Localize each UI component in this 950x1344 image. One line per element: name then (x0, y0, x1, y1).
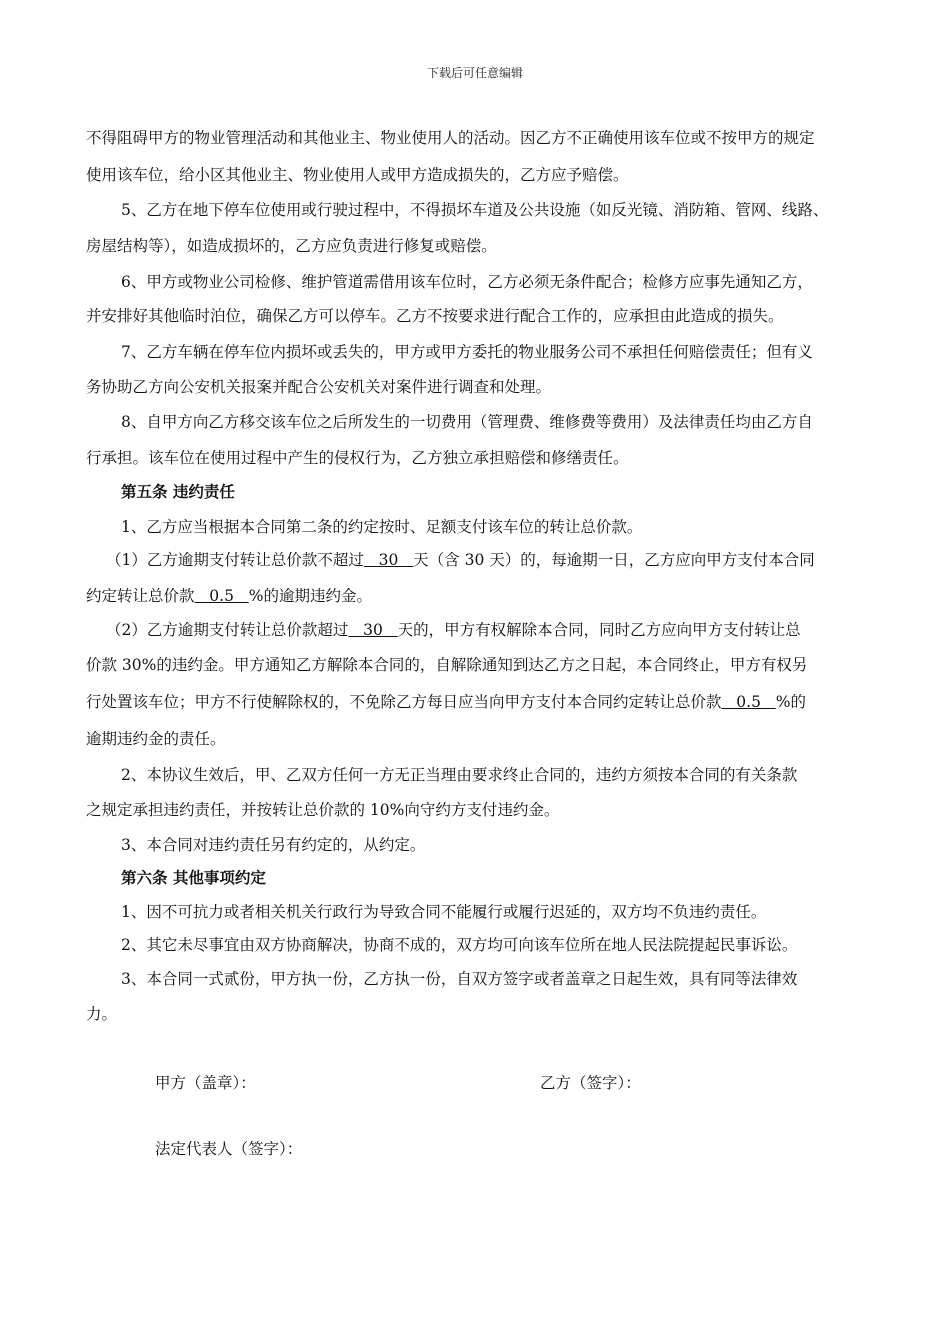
rate-value: 0.5 (721, 693, 776, 711)
text-segment: 行处置该车位；甲方不行使解除权的，不免除乙方每日应当向甲方支付本合同约定转让总价款 (86, 693, 722, 711)
text-line: 3、本合同对违约责任另有约定的，从约定。 (121, 836, 426, 854)
text-line (106, 550, 815, 570)
text-line (106, 620, 801, 640)
party-a-signature-label: 甲方（盖章）： (155, 1074, 256, 1092)
text-line: 行承担。该车位在使用过程中产生的侵权行为，乙方独立承担赔偿和修缮责任。 (86, 449, 629, 467)
text-line: 不得阻碍甲方的物业管理活动和其他业主、物业使用人的活动。因乙方不正确使用该车位或不按甲方的规定 (86, 129, 815, 147)
text-line: 逾期违约金的责任。 (86, 730, 226, 748)
text-line: 价款 30%的违约金。甲方通知乙方解除本合同的，自解除通知到达乙方之日起，本合同终止，甲方有权另 (86, 656, 808, 674)
text-segment: （2）乙方逾期支付转让总价款超过 (106, 621, 349, 639)
text-line (86, 586, 372, 606)
text-line: 8、自甲方向乙方移交该车位之后所发生的一切费用（管理费、维修费等费用）及法律责任均由乙方自 (121, 413, 813, 431)
days-value: 30 (348, 621, 398, 639)
text-line: 2、本协议生效后，甲、乙双方任何一方无正当理由要求终止合同的，违约方须按本合同的有关条款 (121, 766, 798, 784)
text-line: 7、乙方车辆在停车位内损坏或丢失的，甲方或甲方委托的物业服务公司不承担任何赔偿责任；但有义 (121, 343, 813, 361)
page-header: 下载后可任意编辑 (426, 66, 523, 80)
text-line: 力。 (86, 1005, 118, 1023)
text-segment: %的逾期违约金。 (248, 587, 372, 605)
text-segment: 天的，甲方有权解除本合同，同时乙方应向甲方支付转让总 (397, 621, 801, 639)
text-segment: （1）乙方逾期支付转让总价款不超过 (106, 551, 364, 569)
text-line: 5、乙方在地下停车位使用或行驶过程中，不得损坏车道及公共设施（如反光镜、消防箱、管网、线路、 (121, 201, 829, 219)
text-segment: 约定转让总价款 (86, 587, 195, 605)
text-line: 之规定承担违约责任，并按转让总价款的 10%向守约方支付违约金。 (86, 801, 560, 819)
text-line: 3、本合同一式贰份，甲方执一份，乙方执一份，自双方签字或者盖章之日起生效，具有同等法律效 (121, 970, 798, 988)
text-line: 务协助乙方向公安机关报案并配合公安机关对案件进行调查和处理。 (86, 378, 552, 396)
text-line: 并安排好其他临时泊位，确保乙方可以停车。乙方不按要求进行配合工作的，应承担由此造成的损失。 (86, 307, 784, 325)
legal-rep-signature-label: 法定代表人（签字）： (155, 1140, 303, 1158)
text-line: 1、乙方应当根据本合同第二条的约定按时、足额支付该车位的转让总价款。 (121, 518, 643, 536)
text-line: 使用该车位，给小区其他业主、物业使用人或甲方造成损失的，乙方应予赔偿。 (86, 166, 629, 184)
text-line: 1、因不可抗力或者相关机关行政行为导致合同不能履行或履行迟延的，双方均不负违约责任。 (121, 903, 767, 921)
text-line (86, 692, 806, 712)
text-line: 6、甲方或物业公司检修、维护管道需借用该车位时，乙方必须无条件配合；检修方应事先通知乙方， (121, 273, 813, 291)
days-value: 30 (363, 551, 414, 569)
party-b-signature-label: 乙方（签字）： (540, 1074, 641, 1092)
text-segment: %的 (775, 693, 806, 711)
section-heading-5: 第五条 违约责任 (121, 482, 235, 501)
text-line: 房屋结构等），如造成损坏的，乙方应负责进行修复或赔偿。 (86, 237, 497, 255)
section-heading-6: 第六条 其他事项约定 (121, 868, 266, 887)
text-line: 2、其它未尽事宜由双方协商解决，协商不成的，双方均可向该车位所在地人民法院提起民事诉讼。 (121, 936, 798, 954)
text-segment: 天（含 30 天）的，每逾期一日，乙方应向甲方支付本合同 (413, 551, 815, 569)
rate-value: 0.5 (194, 587, 249, 605)
